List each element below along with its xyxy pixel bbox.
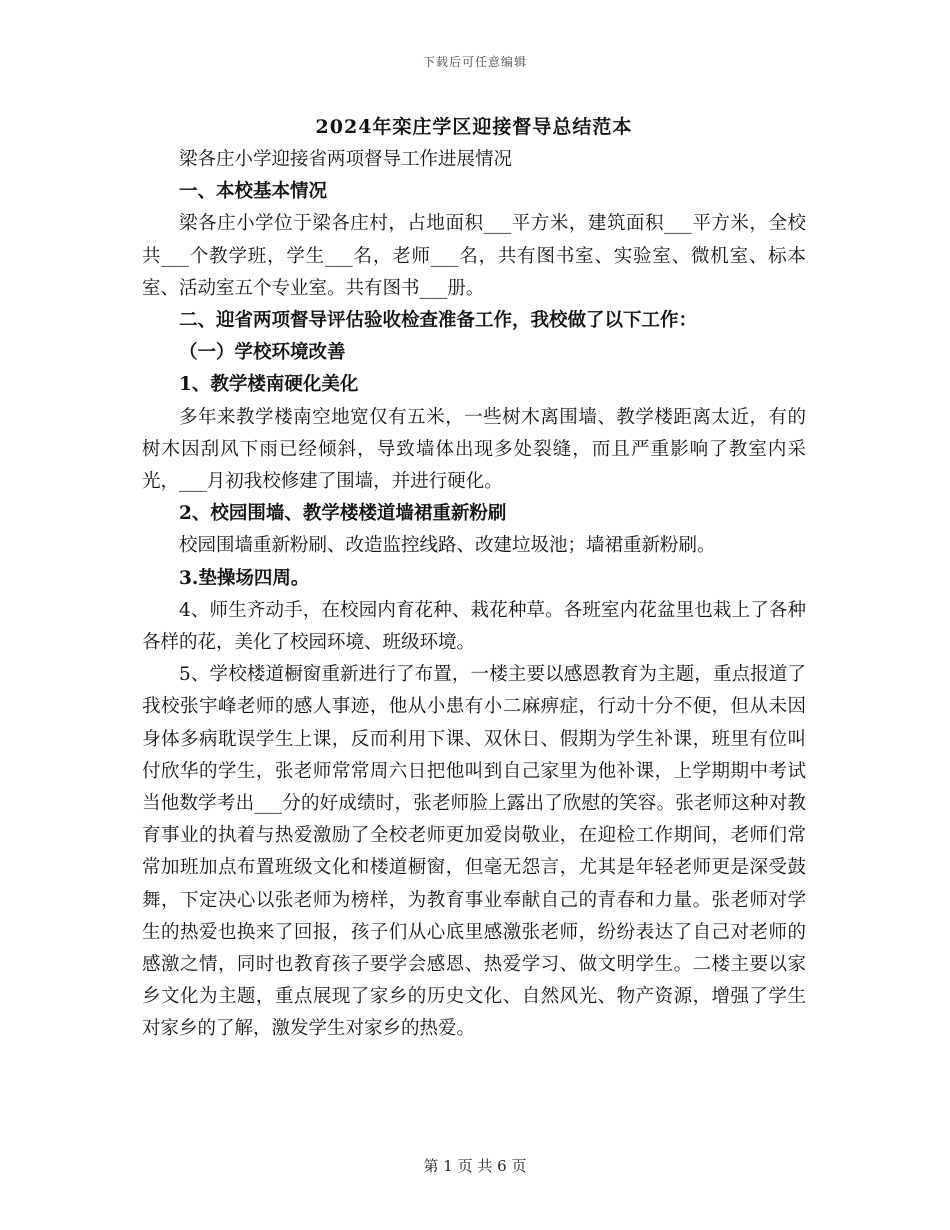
page-header-note: 下载后可任意编辑 <box>422 55 527 69</box>
item-heading-2: 2、校园围墙、教学楼楼道墙裙重新粉刷 <box>179 503 507 525</box>
body-paragraph: 多年来教学楼南空地宽仅有五米，一些树木离围墙、教学楼距离太近，有的树木因刮风下雨已经倾斜，导致墙体出现多处裂缝，而且严重影响了教室内采光，___月初我校修建了围墙，并进行硬化。 <box>142 406 806 493</box>
page-footer: 第 1 页 共 6 页 <box>423 1157 527 1175</box>
section-heading-2: 二、迎省两项督导评估验收检查准备工作，我校做了以下工作： <box>179 310 698 332</box>
item-heading-1: 1、教学楼南硬化美化 <box>179 374 359 396</box>
body-paragraph: 校园围墙重新粉刷、改造监控线路、改建垃圾池；墙裙重新粉刷。 <box>179 535 716 557</box>
subtitle-paragraph: 梁各庄小学迎接省两项督导工作进展情况 <box>179 149 513 170</box>
body-paragraph: 5、学校楼道橱窗重新进行了布置，一楼主要以感恩教育为主题，重点报道了我校张宇峰老师的感人事迹，他从小患有小二麻痹症，行动十分不便，但从未因身体多病耽误学生上课，反而利用下课、双休日、假期为学生补课，班里有位叫付欣华的学生，张老师常常周六日把他叫到自己家里为他补课，上学期期中考试当他数学考出___分的好成绩时，张老师脸上露出了欣慰的笑容。张老师这种对教育事业的执着与热爱激励了全校老师更加爱岗敬业，在迎检工作期间，老师们常常加班加点布置班级文化和楼道橱窗，但毫无怨言，尤其是年轻老师更是深受鼓舞，下定决心以张老师为榜样，为教育事业奉献自己的青春和力量。张老师对学生的热爱也换来了回报，孩子们从心底里感激张老师，纷纷表达了自己对老师的感激之情，同时也教育孩子要学会感恩、热爱学习、做文明学生。二楼主要以家乡文化为主题，重点展现了家乡的历史文化、自然风光、物产资源，增强了学生对家乡的了解，激发学生对家乡的热爱。 <box>142 664 806 1040</box>
body-paragraph: 4、师生齐动手，在校园内育花种、栽花种草。各班室内花盆里也栽上了各种各样的花，美化了校园环境、班级环境。 <box>142 599 806 654</box>
body-paragraph: 梁各庄小学位于梁各庄村，占地面积___平方米，建筑面积___平方米，全校共___个教学班，学生___名，老师___名，共有图书室、实验室、微机室、标本室、活动室五个专业室。共有图书___册。 <box>142 213 806 299</box>
item-heading-3: 3.垫操场四周。 <box>179 567 310 589</box>
document-body <box>142 112 806 1046</box>
section-heading-1: 一、本校基本情况 <box>179 181 328 203</box>
subsection-heading: （一）学校环境改善 <box>179 342 346 364</box>
document-title: 2024年栾庄学区迎接督导总结范本 <box>315 116 633 138</box>
